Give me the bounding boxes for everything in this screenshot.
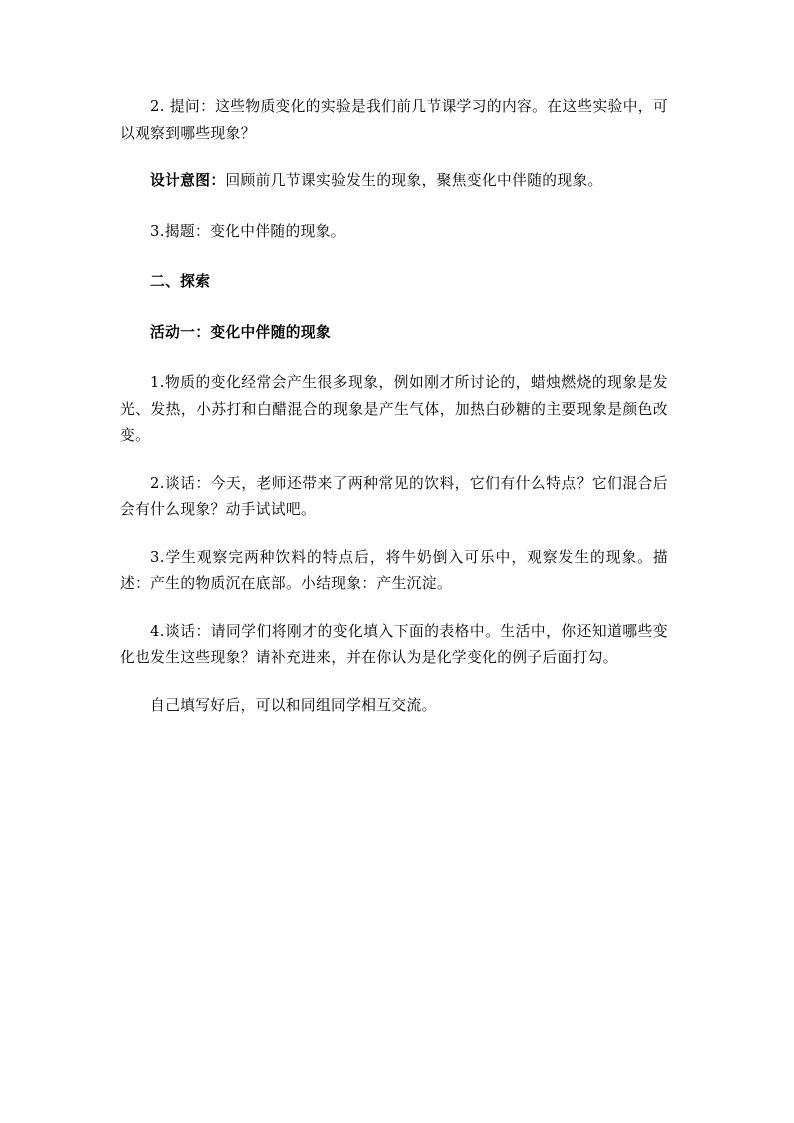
design-intent-label: 设计意图：	[150, 172, 226, 189]
paragraph-design-intent	[120, 168, 668, 195]
design-intent-text: 回顾前几节课实验发生的现象，聚焦变化中伴随的现象。	[225, 172, 603, 189]
section-heading-explore: 二、探索	[150, 273, 211, 290]
paragraph-observation: 3.学生观察完两种饮料的特点后，将牛奶倒入可乐中，观察发生的现象。描述：产生的物质沉在底部。小结现象：产生沉淀。	[120, 548, 668, 592]
paragraph-drinks-talk: 2.谈话：今天，老师还带来了两种常见的饮料，它们有什么特点？它们混合后会有什么现象？动手试试吧。	[120, 474, 668, 518]
paragraph-exchange: 自己填写好后，可以和同组同学相互交流。	[150, 696, 437, 714]
paragraph-topic: 3.揭题：变化中伴随的现象。	[150, 222, 346, 240]
paragraph-table-talk: 4.谈话：请同学们将刚才的变化填入下面的表格中。生活中，你还知道哪些变化也发生这些现象？请补充进来，并在你认为是化学变化的例子后面打勾。	[120, 622, 668, 666]
document-body	[120, 94, 668, 743]
paragraph-question: 2. 提问：这些物质变化的实验是我们前几节课学习的内容。在这些实验中，可以观察到哪些现象？	[120, 98, 668, 142]
paragraph-phenomena: 1.物质的变化经常会产生很多现象，例如刚才所讨论的，蜡烛燃烧的现象是发光、发热，小苏打和白醋混合的现象是产生气体，加热白砂糖的主要现象是颜色改变。	[120, 374, 668, 444]
activity-heading: 活动一：变化中伴随的现象	[150, 323, 332, 341]
